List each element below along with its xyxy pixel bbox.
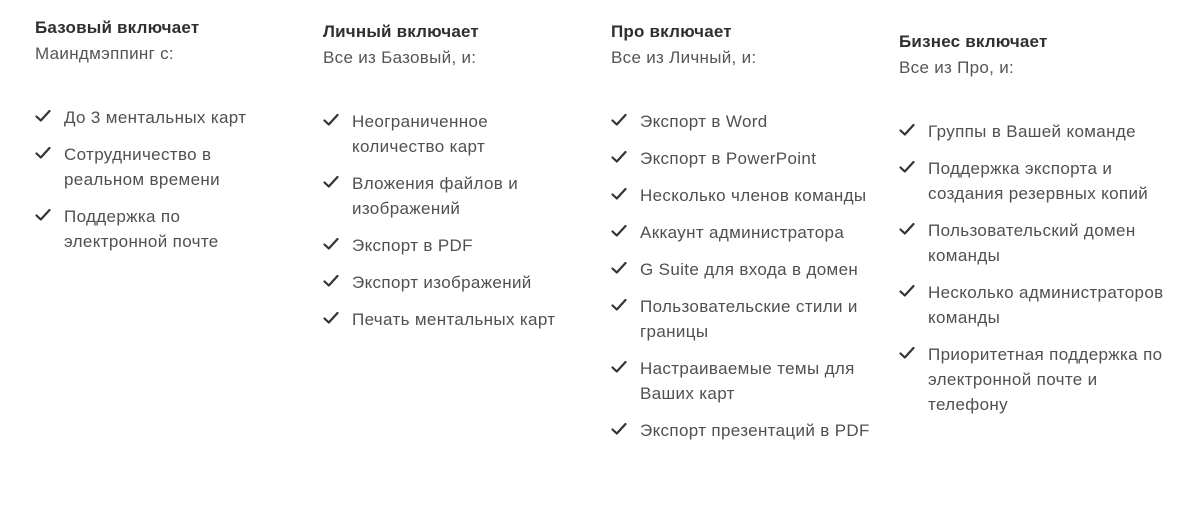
plan-subtitle: Все из Про, и: bbox=[899, 58, 1015, 77]
plan-business bbox=[899, 31, 1169, 429]
check-icon bbox=[611, 360, 627, 374]
feature-item bbox=[899, 119, 1169, 144]
feature-label: Вложения файлов и изображений bbox=[352, 174, 519, 218]
feature-item bbox=[35, 105, 285, 130]
check-icon bbox=[611, 298, 627, 312]
feature-item bbox=[611, 220, 873, 245]
check-icon bbox=[899, 284, 915, 298]
check-icon bbox=[611, 187, 627, 201]
feature-label: Пользовательский домен команды bbox=[928, 221, 1136, 265]
feature-item bbox=[611, 146, 873, 171]
feature-item bbox=[323, 109, 578, 159]
feature-item bbox=[611, 257, 873, 282]
feature-list bbox=[35, 105, 285, 254]
feature-label: Экспорт в Word bbox=[640, 112, 768, 131]
check-icon bbox=[899, 222, 915, 236]
feature-list bbox=[611, 109, 873, 443]
feature-item bbox=[899, 218, 1169, 268]
feature-label: Сотрудничество в реальном времени bbox=[64, 145, 220, 189]
feature-label: Группы в Вашей команде bbox=[928, 122, 1136, 141]
plan-personal bbox=[323, 21, 578, 344]
plan-subtitle: Маиндмэппинг с: bbox=[35, 44, 174, 63]
feature-item bbox=[35, 142, 285, 192]
check-icon bbox=[35, 208, 51, 222]
check-icon bbox=[323, 274, 339, 288]
check-icon bbox=[611, 113, 627, 127]
plan-title: Личный включает bbox=[323, 22, 479, 41]
check-icon bbox=[611, 422, 627, 436]
check-icon bbox=[323, 237, 339, 251]
feature-label: Несколько администраторов команды bbox=[928, 283, 1164, 327]
feature-item bbox=[323, 307, 578, 332]
feature-label: Экспорт в PowerPoint bbox=[640, 149, 817, 168]
feature-item bbox=[611, 356, 873, 406]
feature-label: Аккаунт администратора bbox=[640, 223, 845, 242]
feature-item bbox=[899, 342, 1169, 417]
plan-title: Бизнес включает bbox=[899, 32, 1048, 51]
check-icon bbox=[35, 109, 51, 123]
feature-item bbox=[611, 294, 873, 344]
feature-label: G Suite для входа в домен bbox=[640, 260, 859, 279]
plan-subtitle: Все из Базовый, и: bbox=[323, 48, 477, 67]
check-icon bbox=[611, 224, 627, 238]
check-icon bbox=[323, 175, 339, 189]
feature-label: Неограниченное количество карт bbox=[352, 112, 489, 156]
plan-title: Базовый включает bbox=[35, 18, 200, 37]
plan-subtitle: Все из Личный, и: bbox=[611, 48, 757, 67]
feature-item bbox=[611, 418, 873, 443]
plan-pro bbox=[611, 21, 873, 455]
feature-list bbox=[899, 119, 1169, 417]
feature-label: До 3 ментальных карт bbox=[64, 108, 247, 127]
feature-label: Несколько членов команды bbox=[640, 186, 867, 205]
check-icon bbox=[899, 346, 915, 360]
check-icon bbox=[899, 123, 915, 137]
check-icon bbox=[899, 160, 915, 174]
plan-title: Про включает bbox=[611, 22, 732, 41]
feature-item bbox=[899, 280, 1169, 330]
feature-label: Экспорт в PDF bbox=[352, 236, 473, 255]
feature-item bbox=[611, 109, 873, 134]
feature-label: Экспорт изображений bbox=[352, 273, 532, 292]
feature-label: Настраиваемые темы для Ваших карт bbox=[640, 359, 855, 403]
feature-label: Поддержка экспорта и создания резервных копий bbox=[928, 159, 1149, 203]
feature-item bbox=[611, 183, 873, 208]
feature-label: Печать ментальных карт bbox=[352, 310, 556, 329]
feature-list bbox=[323, 109, 578, 332]
feature-item bbox=[323, 270, 578, 295]
feature-label: Пользовательские стили и границы bbox=[640, 297, 858, 341]
check-icon bbox=[323, 311, 339, 325]
plan-basic bbox=[35, 17, 285, 266]
check-icon bbox=[35, 146, 51, 160]
feature-label: Поддержка по электронной почте bbox=[64, 207, 219, 251]
feature-item bbox=[323, 233, 578, 258]
feature-item bbox=[323, 171, 578, 221]
check-icon bbox=[611, 261, 627, 275]
feature-item bbox=[899, 156, 1169, 206]
feature-item bbox=[35, 204, 285, 254]
feature-label: Приоритетная поддержка по электронной почте и телефону bbox=[928, 345, 1163, 414]
check-icon bbox=[611, 150, 627, 164]
check-icon bbox=[323, 113, 339, 127]
feature-label: Экспорт презентаций в PDF bbox=[640, 421, 870, 440]
